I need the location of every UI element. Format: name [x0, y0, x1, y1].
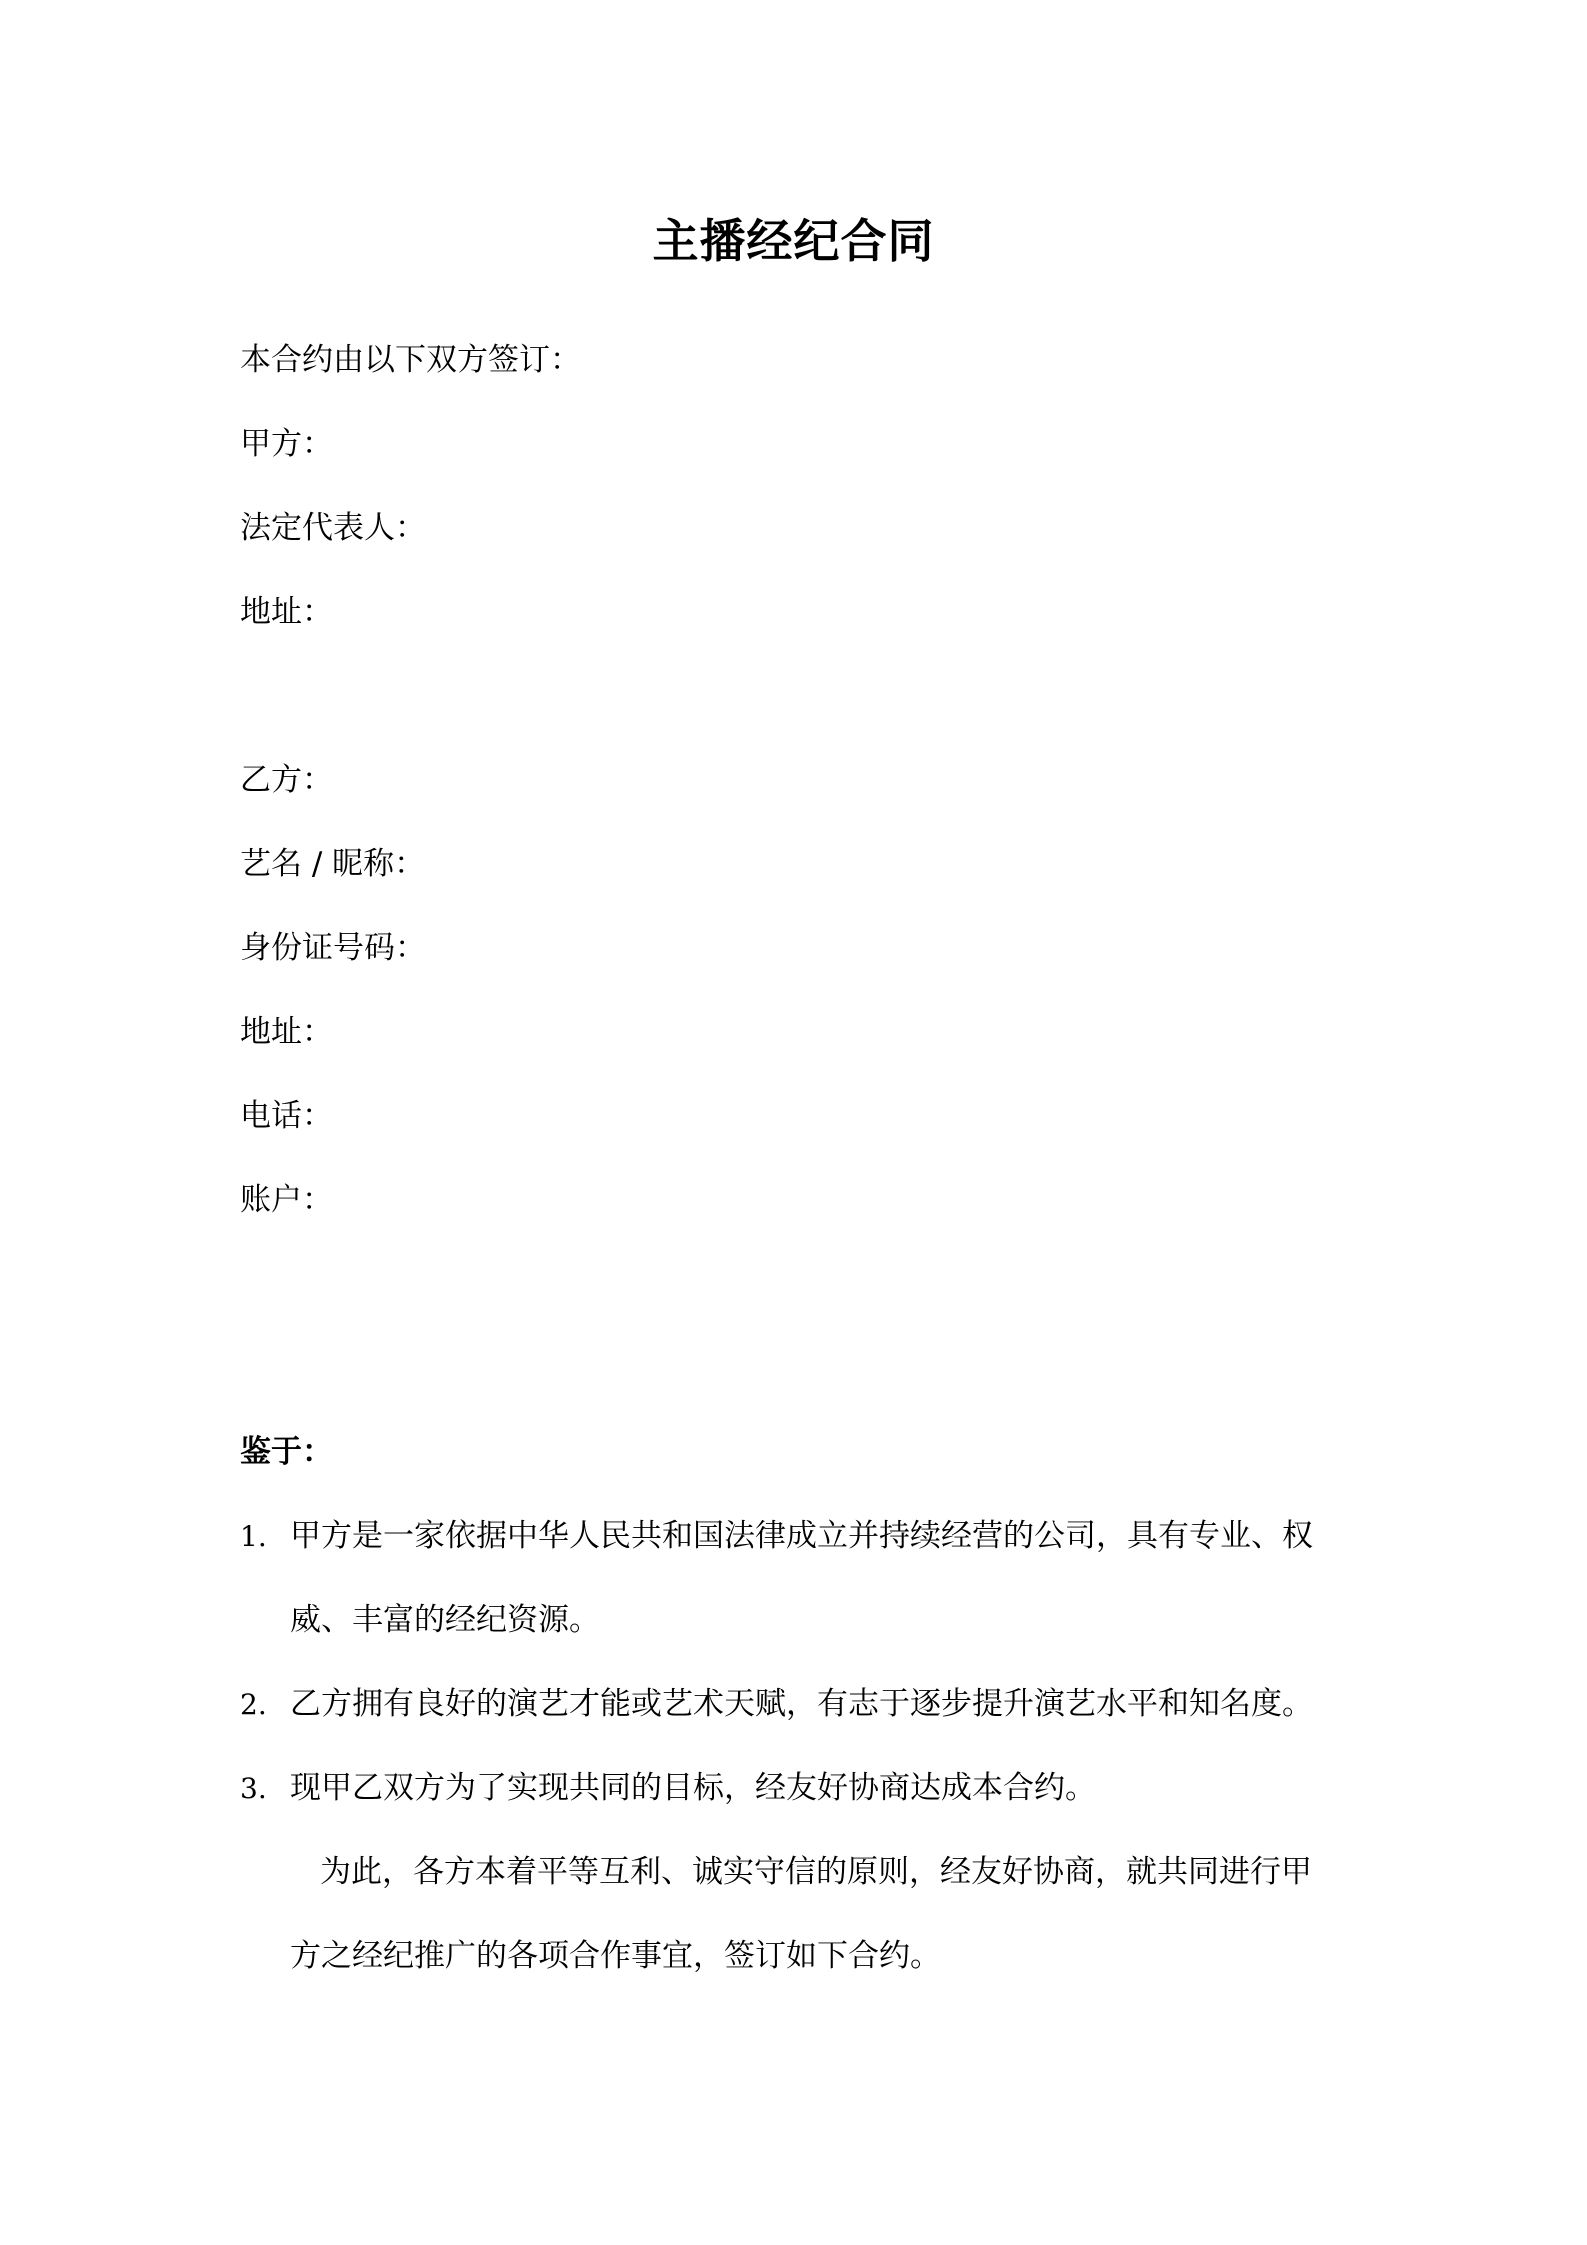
party-a-representative-label: 法定代表人： — [240, 510, 426, 546]
party-a-address-label: 地址： — [240, 594, 333, 630]
whereas-item-text: 甲方是一家依据中华人民共和国法律成立并持续经营的公司，具有专业、权 — [290, 1518, 1313, 1554]
party-b-account-label: 账户： — [240, 1182, 333, 1218]
whereas-item-text-continued: 威、丰富的经纪资源。 — [290, 1602, 600, 1638]
document-title: 主播经纪合同 — [652, 214, 935, 268]
closing-paragraph-continued: 方之经纪推广的各项合作事宜，签订如下合约。 — [290, 1938, 941, 1974]
party-b-label: 乙方： — [240, 762, 333, 798]
party-b-phone-label: 电话： — [240, 1098, 333, 1134]
whereas-heading: 鉴于： — [240, 1434, 333, 1470]
whereas-item-number: 3. — [240, 1772, 267, 1805]
whereas-item-text: 现甲乙双方为了实现共同的目标，经友好协商达成本合约。 — [290, 1770, 1096, 1806]
party-a-label: 甲方： — [240, 426, 333, 462]
whereas-item-text: 乙方拥有良好的演艺才能或艺术天赋，有志于逐步提升演艺水平和知名度。 — [290, 1686, 1313, 1722]
party-b-address-label: 地址： — [240, 1014, 333, 1050]
closing-paragraph: 为此，各方本着平等互利、诚实守信的原则，经友好协商，就共同进行甲 — [320, 1854, 1312, 1890]
whereas-item-number: 2. — [240, 1688, 267, 1721]
party-b-id-number-label: 身份证号码： — [240, 930, 426, 966]
whereas-item-number: 1. — [240, 1520, 267, 1553]
intro-text: 本合约由以下双方签订： — [240, 342, 581, 378]
party-b-stage-name-label: 艺名 / 昵称： — [240, 846, 426, 882]
